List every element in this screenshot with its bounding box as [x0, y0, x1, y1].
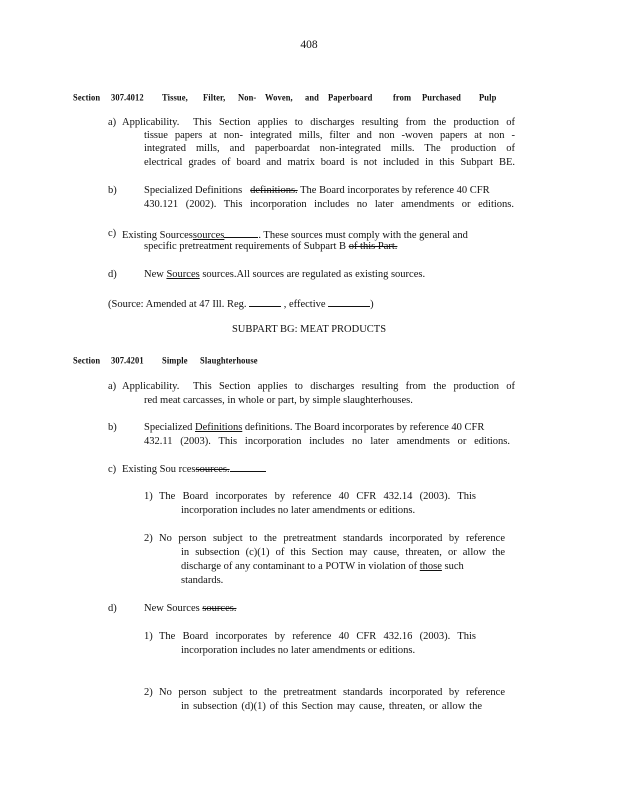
subsection-label: c) [108, 228, 117, 239]
heading-word: Paperboard [328, 92, 373, 103]
source-note [108, 296, 374, 312]
heading-word: 307.4201 [111, 355, 144, 366]
text-run: New Sources [144, 603, 203, 614]
text-line: incorporation includes no later amendments or editions. [181, 505, 416, 516]
blank-line [230, 465, 266, 472]
subsection-label: a) [108, 381, 117, 392]
heading-word: Tissue, [162, 92, 188, 103]
subsection-label: b) [108, 422, 117, 433]
underlined-text: Sources [166, 269, 200, 280]
text-run: New [144, 269, 167, 280]
text-line [144, 240, 397, 254]
heading-word: Section [73, 355, 101, 366]
subsection-label: d) [108, 603, 117, 614]
item-number: 1) [144, 491, 153, 502]
heading-word: Filter, [203, 92, 226, 103]
heading-word: Pulp [479, 92, 497, 103]
underlined-text: those [419, 561, 442, 572]
text-run: discharge of any contaminant to a POTW in violation of [181, 561, 420, 572]
text-line: This Section applies to discharges resulting from the production of [193, 117, 515, 128]
blank-line [249, 296, 281, 307]
text-line: 430.121 (2002). This incorporation includes no later amendments or editions. [144, 199, 514, 210]
text-line: The Board incorporates by reference 40 CFR 432.16 (2003). This [159, 631, 476, 642]
text-run: The Board incorporates by reference 40 CFR [297, 185, 490, 196]
text-run: Specialized Definitions [144, 185, 243, 196]
text-run: Existing Sou rces [122, 464, 196, 475]
text-line: No person subject to the pretreatment standards incorporated by reference [159, 533, 505, 544]
text-line: standards. [181, 575, 224, 586]
text-line: tissue papers at non- integrated mills, filter and non -woven papers at non - [144, 130, 515, 141]
subsection-title: Applicability. [122, 117, 180, 128]
heading-word: Non- [238, 92, 257, 103]
text-line [144, 602, 236, 616]
text-run: (Source: Amended at 47 Ill. Reg. [108, 299, 247, 310]
text-run: . These sources must comply with the general and [258, 230, 468, 241]
text-line [181, 560, 464, 574]
struck-text: of this Part. [348, 241, 398, 252]
text-run: definitions. The Board incorporates by reference 40 CFR [242, 422, 485, 433]
page-number: 408 [300, 39, 318, 51]
blank-line [224, 227, 258, 238]
text-line: 432.11 (2003). This incorporation includes no later amendments or editions. [144, 436, 510, 447]
heading-word: Slaughterhouse [200, 355, 258, 366]
heading-word: Simple [162, 355, 188, 366]
underlined-text: Definitions [195, 422, 243, 433]
text-line: The Board incorporates by reference 40 CFR 432.14 (2003). This [159, 491, 476, 502]
text-line: in subsection (d)(1) of this Section may cause, threaten, or allow the [181, 701, 482, 712]
item-number: 1) [144, 631, 153, 642]
text-line: This Section applies to discharges resulting from the production of [193, 381, 515, 392]
underlined-text: sources [192, 230, 225, 241]
text-run: ) [370, 299, 374, 310]
heading-word: and [305, 92, 320, 103]
blank-line [328, 296, 370, 307]
text-line: in subsection (c)(1) of this Section may cause, threaten, or allow the [181, 547, 505, 558]
heading-word: Woven, [265, 92, 293, 103]
heading-word: from [393, 92, 412, 103]
text-run: such [441, 561, 464, 572]
text-line [144, 268, 425, 282]
text-line: integrated mills, and paperboardat non-integrated mills. The production of [144, 143, 515, 154]
text-run: Specialized [144, 422, 196, 433]
heading-word: Purchased [422, 92, 461, 103]
subsection-label: b) [108, 185, 117, 196]
text-run: Existing Sources [122, 230, 193, 241]
text-line [144, 421, 484, 435]
text-line: red meat carcasses, in whole or part, by simple slaughterhouses. [144, 395, 413, 406]
item-number: 2) [144, 687, 153, 698]
subsection-label: c) [108, 464, 117, 475]
text-line: incorporation includes no later amendments or editions. [181, 645, 416, 656]
item-number: 2) [144, 533, 153, 544]
text-run: sources.All sources are regulated as existing sources. [199, 269, 426, 280]
heading-word: 307.4012 [111, 92, 144, 103]
subpart-title: SUBPART BG: MEAT PRODUCTS [231, 324, 387, 335]
text-line [122, 463, 266, 477]
text-run: specific pretreatment requirements of Subpart B [144, 241, 349, 252]
text-run: , effective [283, 299, 326, 310]
struck-text: definitions. [250, 185, 298, 196]
subsection-title: Applicability. [122, 381, 180, 392]
heading-word: Section [73, 92, 101, 103]
struck-text: sources. [195, 464, 230, 475]
text-line: electrical grades of board and matrix board is not included in this Subpart BE. [144, 157, 515, 168]
text-line: No person subject to the pretreatment standards incorporated by reference [159, 687, 505, 698]
text-line [144, 184, 514, 198]
struck-text: sources. [202, 603, 237, 614]
subsection-label: a) [108, 117, 117, 128]
subsection-label: d) [108, 269, 117, 280]
